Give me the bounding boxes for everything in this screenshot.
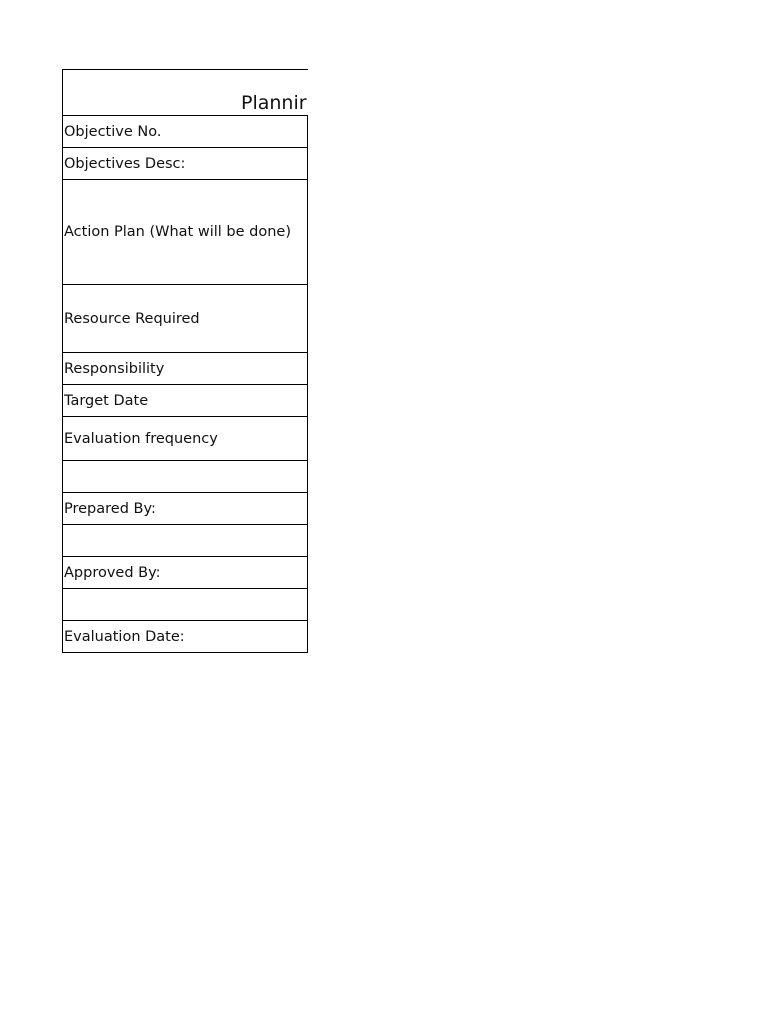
row-blank-1	[63, 461, 307, 493]
row-responsibility	[63, 353, 307, 385]
title-row	[62, 69, 308, 115]
row-target-date	[63, 385, 307, 417]
label-evaluation-frequency: Evaluation frequency	[64, 430, 218, 447]
planning-form-sheet	[62, 69, 308, 653]
label-evaluation-date: Evaluation Date:	[64, 628, 185, 645]
row-objectives-desc	[63, 148, 307, 180]
row-evaluation-date	[63, 621, 307, 653]
label-action-plan: Action Plan (What will be done)	[64, 224, 291, 240]
form-title: Plannir	[241, 92, 307, 114]
label-prepared-by: Prepared By:	[64, 500, 156, 517]
label-resource-required: Resource Required	[64, 310, 200, 327]
label-objectives-desc: Objectives Desc:	[64, 155, 186, 172]
row-prepared-by	[63, 493, 307, 525]
row-objective-no	[63, 116, 307, 148]
form-rows	[62, 115, 308, 653]
row-action-plan	[63, 180, 307, 285]
row-approved-by	[63, 557, 307, 589]
label-responsibility: Responsibility	[64, 360, 165, 377]
row-blank-3	[63, 589, 307, 621]
row-evaluation-frequency	[63, 417, 307, 461]
label-approved-by: Approved By:	[64, 564, 161, 581]
label-target-date: Target Date	[64, 392, 149, 409]
row-resource-required	[63, 285, 307, 353]
label-objective-no: Objective No.	[64, 123, 162, 140]
row-blank-2	[63, 525, 307, 557]
